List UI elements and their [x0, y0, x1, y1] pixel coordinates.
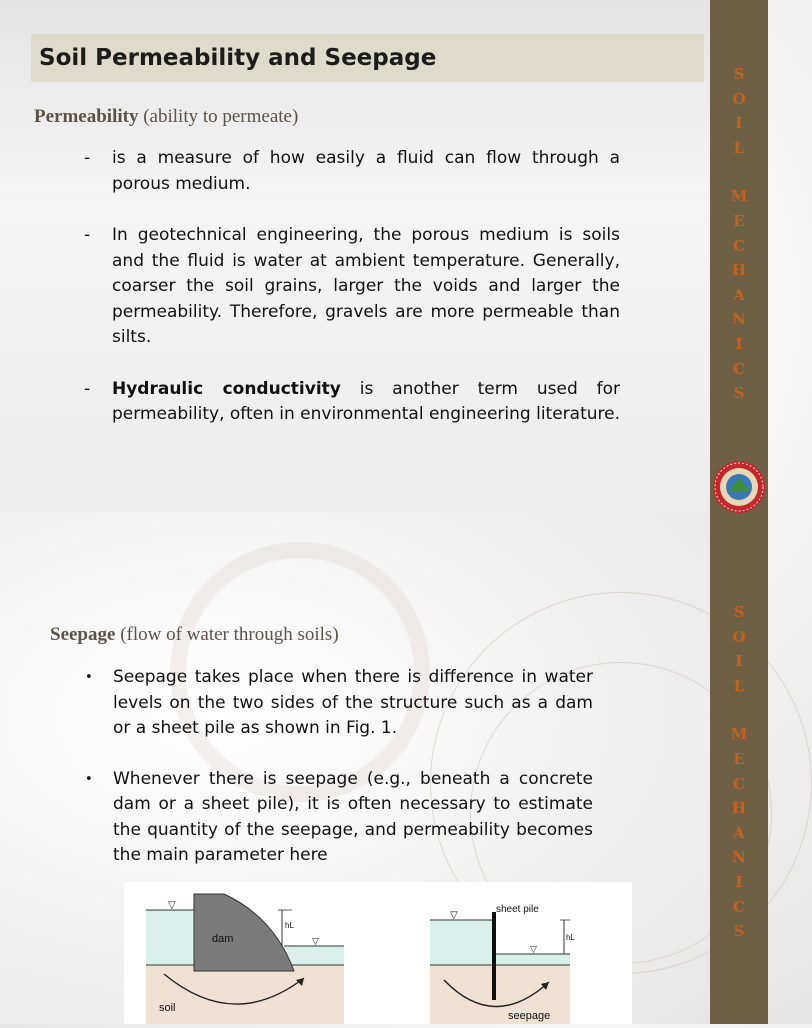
- right-water: [496, 954, 570, 965]
- list-item: [85, 767, 593, 869]
- vertical-letter: E: [733, 749, 745, 768]
- vertical-letter: C: [733, 774, 745, 793]
- permeability-heading-rest: (ability to permeate): [138, 106, 299, 127]
- vertical-letter: H: [731, 261, 747, 280]
- vertical-title-1: [710, 62, 768, 406]
- soil-label: soil: [159, 1002, 176, 1014]
- dam-body: [194, 894, 294, 971]
- head-label: hL: [566, 933, 575, 942]
- seepage-heading-rest: (flow of water through soils): [115, 624, 339, 645]
- dash-marker: -: [84, 148, 91, 168]
- bullet-text: is another term used for permeability, often in environmental engineering literature.: [112, 378, 620, 424]
- water-level-symbol: ▽: [450, 910, 458, 921]
- vertical-letter: L: [733, 138, 745, 157]
- vertical-letter: C: [733, 359, 745, 378]
- permeability-bullet-list: [84, 146, 620, 428]
- water-level-symbol: ▽: [168, 900, 176, 911]
- vertical-letter: I: [735, 114, 743, 133]
- vertical-title-2: [710, 600, 768, 944]
- soil-region-dam: [146, 965, 344, 1024]
- vertical-letter: N: [732, 848, 746, 867]
- seepage-bullet-list: [85, 665, 593, 869]
- seepage-label: seepage: [508, 1010, 551, 1022]
- sheet-pile: [492, 912, 496, 1000]
- list-item: [85, 665, 593, 742]
- list-item: [84, 223, 620, 351]
- vertical-letter: O: [732, 89, 746, 108]
- vertical-letter: C: [733, 897, 745, 916]
- vertical-letter: M: [730, 725, 748, 744]
- water-level-symbol: ▽: [312, 937, 319, 947]
- vertical-letter: S: [733, 922, 745, 941]
- list-item: [84, 377, 620, 428]
- vertical-letter: H: [731, 799, 747, 818]
- vertical-letter: M: [730, 187, 748, 206]
- bullet-bold-term: Hydraulic conductivity: [112, 378, 341, 399]
- upstream-water: [146, 910, 194, 965]
- sidebar: [710, 0, 768, 1024]
- vertical-letter: S: [733, 384, 745, 403]
- water-level-symbol: ▽: [530, 945, 537, 955]
- vertical-letter: S: [733, 65, 745, 83]
- letter-gap: [710, 698, 768, 722]
- vertical-letter: I: [735, 334, 743, 353]
- slide-1: [0, 0, 710, 512]
- letter-gap: [710, 160, 768, 184]
- slide-title: Soil Permeability and Seepage: [31, 34, 704, 82]
- dash-marker: -: [84, 378, 91, 399]
- vertical-letter: E: [733, 211, 745, 230]
- vertical-letter: N: [732, 310, 746, 329]
- bullet-text: Seepage takes place when there is difference in water levels on the two sides of the structure such as a dam or a sheet pile as shown in Fig. 1.: [113, 667, 593, 738]
- permeability-heading-bold: Permeability: [34, 106, 139, 127]
- seepage-heading: [50, 624, 339, 646]
- vertical-letter: S: [733, 603, 745, 621]
- bullet-text: is a measure of how easily a fluid can flow through a porous medium.: [112, 148, 620, 194]
- permeability-heading: [34, 106, 298, 128]
- vertical-letter: L: [733, 676, 745, 695]
- head-label: hL: [285, 921, 294, 930]
- seepage-heading-bold: Seepage: [50, 624, 116, 645]
- bullet-marker: •: [85, 670, 93, 685]
- university-seal-icon: [712, 460, 766, 514]
- list-item: [84, 146, 620, 197]
- vertical-letter: I: [735, 872, 743, 891]
- dam-label: dam: [212, 933, 234, 945]
- vertical-letter: C: [733, 236, 745, 255]
- vertical-letter: A: [733, 285, 745, 304]
- dash-marker: -: [84, 225, 91, 245]
- vertical-letter: O: [732, 627, 746, 646]
- vertical-letter: A: [733, 823, 745, 842]
- bullet-text: Whenever there is seepage (e.g., beneath a concrete dam or a sheet pile), it is often necessary to estimate the quantity of the seepage, and permeability becomes the main parameter here: [113, 768, 593, 865]
- left-water: [430, 920, 492, 965]
- sheet-pile-label: sheet pile: [496, 904, 539, 915]
- bullet-text: In geotechnical engineering, the porous medium is soils and the fluid is water at ambient temperature. Generally, coarser the soil grains, larger the voids and larger the permeability. Therefore, gravels are more permeable than silts.: [112, 225, 620, 347]
- bullet-marker: •: [85, 771, 93, 787]
- seepage-figure-svg: [124, 882, 632, 1024]
- downstream-water: [284, 946, 344, 965]
- vertical-letter: I: [735, 652, 743, 671]
- seepage-figure: [124, 882, 632, 1024]
